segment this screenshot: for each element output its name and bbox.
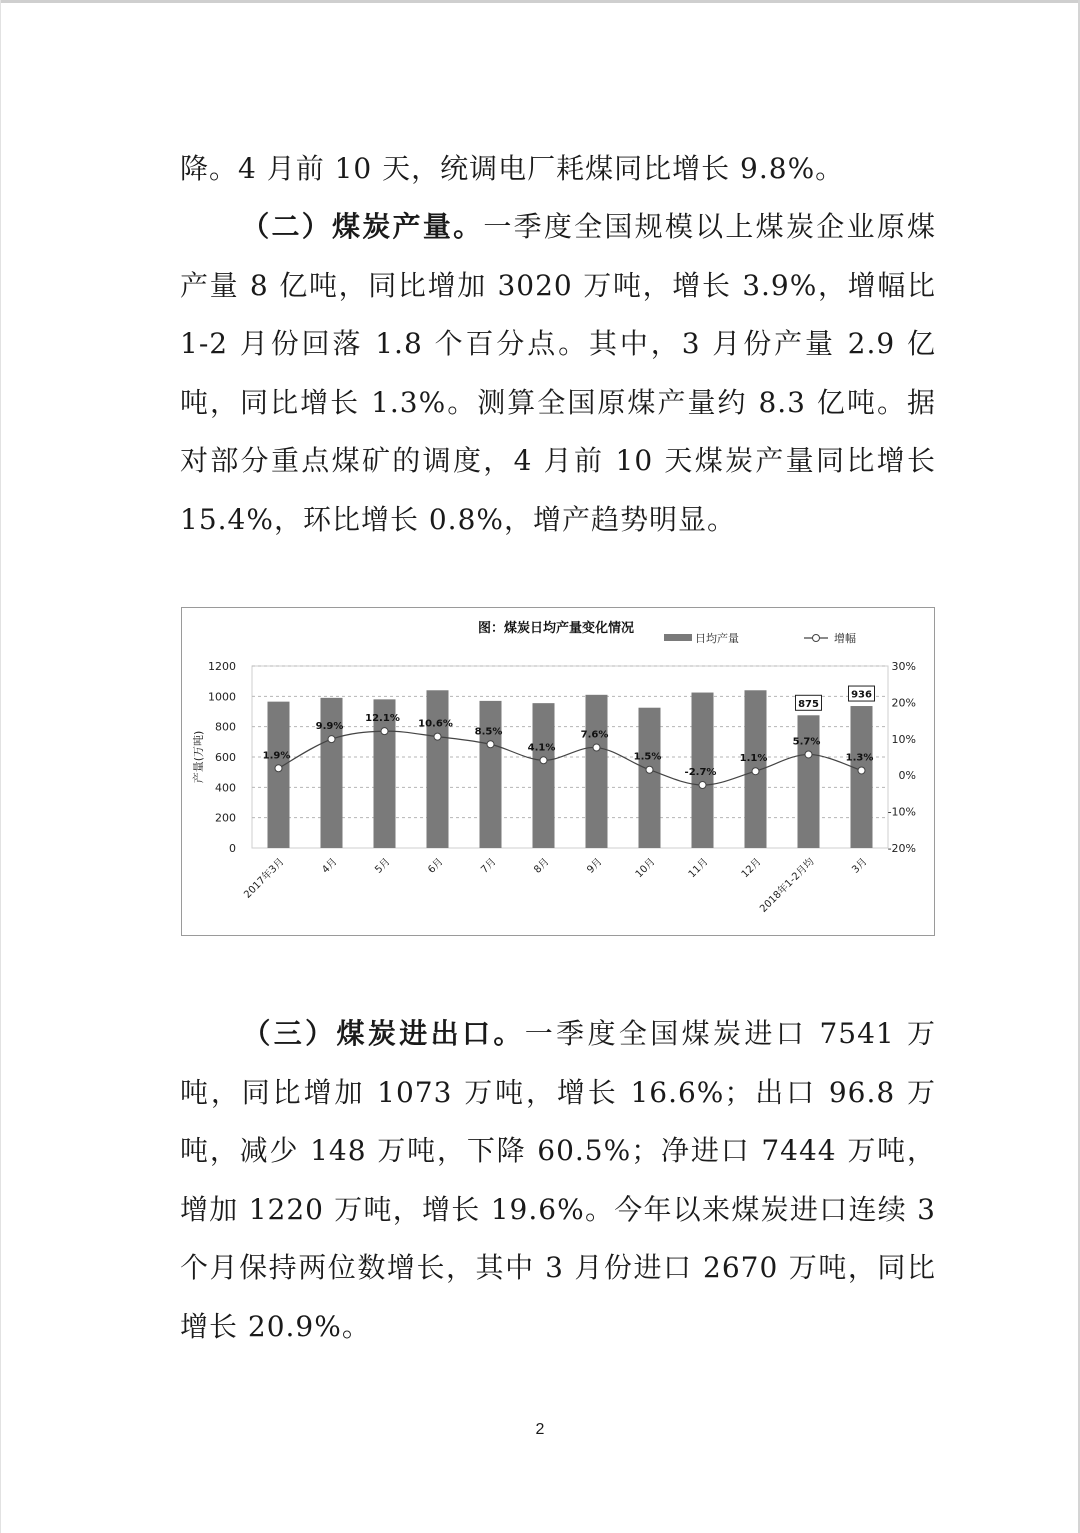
chart-title: 图：煤炭日均产量变化情况 [477, 621, 635, 636]
growth-data-label: 10.6% [418, 718, 453, 730]
y-axis-label: 产量(万吨) [192, 730, 205, 784]
growth-marker [858, 767, 865, 774]
y2-tick-label: -10% [887, 805, 916, 819]
growth-marker [752, 768, 759, 775]
growth-data-label: 5.7% [792, 736, 821, 748]
x-tick-label: 3月 [850, 856, 870, 876]
growth-marker [805, 751, 812, 758]
paragraph-coal-production [180, 198, 936, 549]
growth-marker [593, 744, 600, 751]
growth-data-label: 12.1% [365, 713, 400, 725]
y2-tick-label: 20% [891, 696, 916, 710]
x-tick-label: 5月 [373, 856, 393, 876]
x-tick-label: 9月 [585, 856, 605, 876]
growth-data-label: 9.9% [315, 721, 344, 733]
bar [480, 701, 502, 848]
y-tick-label: 200 [215, 811, 236, 825]
section-heading-coal-production: （二）煤炭产量。 [240, 210, 484, 243]
growth-data-label: 1.3% [845, 752, 874, 764]
paragraph-coal-import-export [180, 1005, 936, 1356]
bar [586, 695, 608, 848]
y2-tick-label: 10% [891, 732, 916, 746]
x-tick-label: 6月 [426, 856, 446, 876]
coal-daily-output-chart [181, 607, 935, 936]
growth-marker [540, 757, 547, 764]
y-tick-label: 800 [215, 720, 236, 734]
y-tick-label: 400 [215, 781, 236, 795]
growth-data-label: 1.5% [633, 751, 662, 763]
bar [851, 706, 873, 848]
paragraph-coal-import-export-text: 一季度全国煤炭进口 7541 万吨，同比增加 1073 万吨，增长 16.6%；出口 96.8 万吨，减少 148 万吨，下降 60.5%；净进口 7444 万吨，增加 1220 万吨，增长 19.6%。今年以来煤炭进口连续 3 个月保持两位数增长，其中 3 月份进口 2670 万吨，同比增长 20.9%。 [180, 1017, 936, 1343]
x-tick-label: 2018年1-2月均 [758, 856, 817, 915]
x-tick-label: 10月 [633, 856, 658, 881]
bar-value-label: 875 [798, 698, 819, 710]
x-tick-label: 7月 [479, 856, 499, 876]
bar [798, 715, 820, 848]
x-tick-label: 2017年3月 [242, 856, 287, 901]
y2-tick-label: 30% [891, 660, 916, 673]
growth-marker [487, 741, 494, 748]
bar-value-label: 936 [851, 689, 872, 701]
growth-data-label: 8.5% [474, 726, 503, 738]
paragraph-continuation [180, 140, 936, 199]
legend-label-line: 增幅 [834, 632, 856, 645]
paragraph-continuation-text: 降。4 月前 10 天，统调电厂耗煤同比增长 9.8%。 [180, 152, 845, 185]
legend-swatch-marker [813, 635, 820, 642]
y-tick-label: 1000 [208, 690, 236, 704]
growth-data-label: 1.1% [739, 753, 768, 765]
growth-marker [699, 782, 706, 789]
growth-marker [328, 736, 335, 743]
page-left-edge [0, 0, 1, 1533]
growth-marker [434, 733, 441, 740]
x-tick-label: 8月 [532, 856, 552, 876]
paragraph-coal-production-text: 一季度全国规模以上煤炭企业原煤产量 8 亿吨，同比增加 3020 万吨，增长 3.9%，增幅比 1-2 月份回落 1.8 个百分点。其中，3 月份产量 2.9 亿吨，同比增长 1.3%。测算全国原煤产量约 8.3 亿吨。据对部分重点煤矿的调度，4 月前 10 天煤炭产量同比增长 15.4%，环比增长 0.8%，增产趋势明显。 [180, 210, 936, 536]
bar [533, 703, 555, 848]
x-tick-label: 11月 [686, 856, 711, 881]
x-tick-label: 4月 [320, 856, 340, 876]
bar [427, 690, 449, 848]
growth-marker [275, 765, 282, 772]
y-tick-label: 600 [215, 751, 236, 764]
growth-line [279, 731, 862, 785]
y-tick-label: 0 [229, 842, 236, 855]
legend-label-bar: 日均产量 [695, 632, 739, 645]
growth-marker [646, 766, 653, 773]
chart-canvas [182, 608, 934, 935]
bar [639, 708, 661, 848]
legend-swatch-bar [664, 634, 692, 641]
growth-data-label: 7.6% [580, 729, 609, 741]
x-tick-label: 12月 [739, 856, 764, 881]
growth-data-label: 1.9% [262, 750, 291, 762]
bar [268, 702, 290, 848]
y-tick-label: 1200 [208, 660, 236, 673]
y2-tick-label: -20% [887, 842, 916, 855]
y2-tick-label: 0% [898, 769, 916, 783]
page-top-edge [0, 0, 1080, 3]
growth-data-label: -2.7% [684, 767, 717, 779]
section-heading-coal-import-export: （三）煤炭进出口。 [240, 1017, 525, 1050]
growth-marker [381, 728, 388, 735]
page-number: 2 [535, 1421, 545, 1438]
growth-data-label: 4.1% [527, 742, 556, 754]
